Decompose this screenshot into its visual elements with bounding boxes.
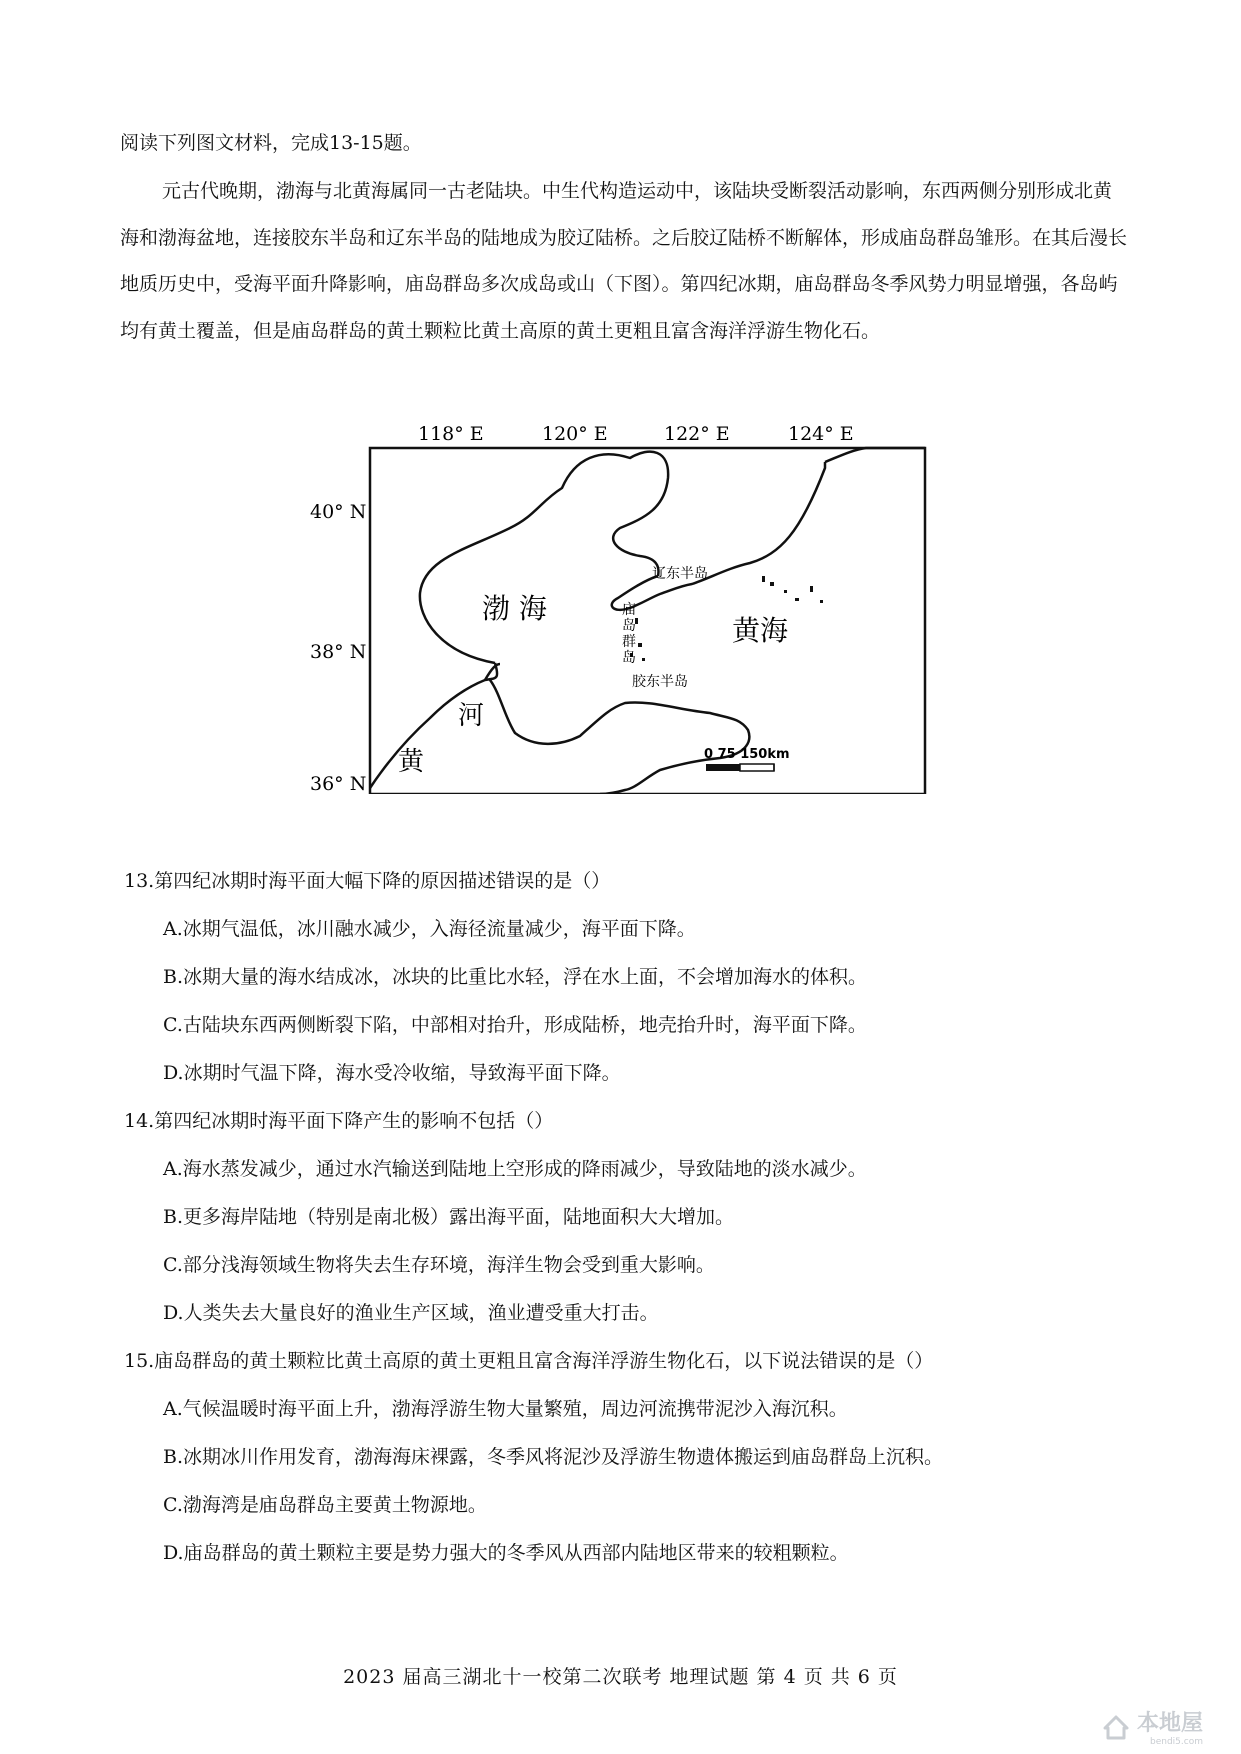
lon-label-120: 120° E: [542, 423, 608, 445]
question-15-option-c: C.渤海湾是庙岛群岛主要黄土物源地。: [163, 1494, 487, 1516]
intro-text: 阅读下列图文材料，完成13-15题。: [120, 132, 422, 154]
label-miaodao-2: 岛: [622, 618, 636, 634]
label-miaodao-1: 庙: [622, 602, 636, 618]
question-13-stem: 13.第四纪冰期时海平面大幅下降的原因描述错误的是（）: [124, 870, 611, 892]
label-river-huang: 黄: [398, 747, 425, 777]
map-frame: [370, 448, 925, 794]
label-bohai: 渤 海: [482, 592, 547, 625]
label-river-he: 河: [458, 701, 485, 731]
lon-label-122: 122° E: [664, 423, 730, 445]
question-14-stem: 14.第四纪冰期时海平面下降产生的影响不包括（）: [124, 1110, 554, 1132]
passage-text: 元古代晚期，渤海与北黄海属同一古老陆块。中生代构造运动中，该陆块受断裂活动影响，东西两侧分别形成北黄海和渤海盆地，连接胶东半岛和辽东半岛的陆地成为胶辽陆桥。之后胶辽陆桥不断解体，形成庙岛群岛雏形。在其后漫长地质历史中，受海平面升降影响，庙岛群岛多次成岛或山（下图）。第四纪冰期，庙岛群岛冬季风势力明显增强，各岛屿均有黄土覆盖，但是庙岛群岛的黄土颗粒比黄土高原的黄土更粗且富含海洋浮游生物化石。: [120, 180, 1128, 342]
jiaodong-coastline: [370, 663, 749, 794]
label-liaodong: 辽东半岛: [652, 566, 708, 582]
house-logo-icon: [1101, 1712, 1131, 1742]
lat-label-38: 38° N: [310, 641, 367, 663]
lon-label-118: 118° E: [418, 423, 484, 445]
liaodong-islands: [762, 576, 823, 603]
watermark: [1101, 1706, 1203, 1747]
question-14-option-d: D.人类失去大量良好的渔业生产区域，渔业遭受重大打击。: [163, 1302, 659, 1324]
map-figure: [300, 418, 940, 794]
question-15-stem: 15.庙岛群岛的黄土颗粒比黄土高原的黄土更粗且富含海洋浮游生物化石，以下说法错误的是（）: [124, 1350, 934, 1372]
question-13-option-b: B.冰期大量的海水结成冰，冰块的比重比水轻，浮在水上面，不会增加海水的体积。: [163, 966, 868, 988]
question-13-option-d: D.冰期时气温下降，海水受冷收缩，导致海平面下降。: [163, 1062, 621, 1084]
question-13-option-a: A.冰期气温低，冰川融水减少，入海径流量减少，海平面下降。: [163, 918, 696, 940]
question-14-option-b: B.更多海岸陆地（特别是南北极）露出海平面，陆地面积大大增加。: [163, 1206, 735, 1228]
question-14-option-c: C.部分浅海领域生物将失去生存环境，海洋生物会受到重大影响。: [163, 1254, 715, 1276]
question-14-option-a: A.海水蒸发减少，通过水汽输送到陆地上空形成的降雨减少，导致陆地的淡水减少。: [163, 1158, 867, 1180]
question-15-option-b: B.冰期冰川作用发育，渤海海床裸露，冬季风将泥沙及浮游生物遗体搬运到庙岛群岛上沉积。: [163, 1446, 944, 1468]
watermark-name: 本地屋: [1136, 1711, 1203, 1736]
lon-label-124: 124° E: [788, 423, 854, 445]
scale-label: 0 75 150km: [704, 747, 790, 762]
question-15-option-d: D.庙岛群岛的黄土颗粒主要是势力强大的冬季风从西部内陆地区带来的较粗颗粒。: [163, 1542, 849, 1564]
lat-label-40: 40° N: [310, 501, 367, 523]
label-huanghai: 黄海: [732, 614, 789, 647]
scale-bar: [704, 747, 790, 771]
label-jiaodong: 胶东半岛: [632, 674, 688, 690]
watermark-url: bendi5.com: [1150, 1737, 1203, 1747]
label-miaodao-3: 群: [622, 634, 636, 650]
page-footer: 2023 届高三湖北十一校第二次联考 地理试题 第 4 页 共 6 页: [343, 1666, 898, 1688]
label-miaodao-4: 岛: [622, 650, 636, 666]
question-13-option-c: C.古陆块东西两侧断裂下陷，中部相对抬升，形成陆桥，地壳抬升时，海平面下降。: [163, 1014, 867, 1036]
liaodong-coastline: [612, 462, 825, 610]
liaodong-east-coast: [825, 448, 925, 462]
question-15-option-a: A.气候温暖时海平面上升，渤海浮游生物大量繁殖，周边河流携带泥沙入海沉积。: [163, 1398, 848, 1420]
lat-label-36: 36° N: [310, 773, 367, 794]
